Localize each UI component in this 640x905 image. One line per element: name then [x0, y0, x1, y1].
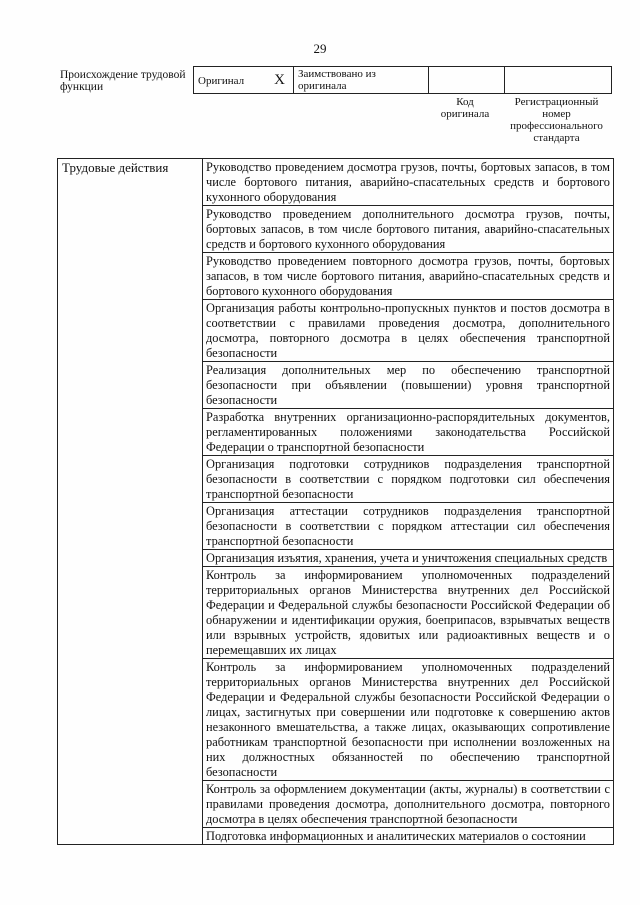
original-mark: X	[274, 71, 285, 88]
reg-number-cell	[505, 67, 612, 94]
original-label: Оригинал	[198, 74, 245, 87]
page-number: 29	[313, 41, 327, 56]
labor-actions-label: Трудовые действия	[58, 159, 203, 845]
action-item: Разработка внутренних организационно-распорядительных документов, регламентированных положениями законодательства Российской Федерации о транспортной безопасности	[203, 409, 614, 456]
action-item: Руководство проведением повторного досмотра грузов, почты, бортовых запасов, в том числе бортового питания, аварийно-спасательных средств и бортового кухонного оборудования	[203, 253, 614, 300]
labor-actions-table	[57, 158, 614, 845]
borrowed-cell: Заимствовано из оригинала	[294, 67, 429, 94]
original-cell	[194, 67, 294, 94]
action-item: Реализация дополнительных мер по обеспечению транспортной безопасности при объявлении (повышении) уровня транспортной безопасности	[203, 362, 614, 409]
code-cell	[429, 67, 505, 94]
action-item: Контроль за информированием уполномоченных подразделений территориальных органов Министерства внутренних дел Российской Федерации и Федеральной службы безопасности Российской Федерации о лицах, застигнутых при совершении или подготовке к совершению актов незаконного вмешательства, а также лицах, оказывающих сопротивление работникам транспортной безопасности при исполнении возложенных на них должностных обязанностей по обеспечению транспортной безопасности	[203, 659, 614, 781]
action-item: Руководство проведением досмотра грузов, почты, бортовых запасов, в том числе бортового питания, аварийно-спасательных средств и бортового кухонного оборудования	[203, 159, 614, 206]
action-item: Организация подготовки сотрудников подразделения транспортной безопасности в соответствии с порядком подготовки сил обеспечения транспортной безопасности	[203, 456, 614, 503]
reg-number-label: Регистрационный номер профессионального стандарта	[510, 96, 603, 144]
origin-table	[193, 66, 612, 94]
action-item: Организация работы контрольно-пропускных пунктов и постов досмотра в соответствии с правилами проведения досмотра, дополнительного досмотра, повторного досмотра в целях обеспечения транспортной безопасности	[203, 300, 614, 362]
code-label: Код оригинала	[440, 96, 490, 120]
action-item: Организация аттестации сотрудников подразделения транспортной безопасности в соответствии с порядком аттестации сил обеспечения транспортной безопасности	[203, 503, 614, 550]
origin-label: Происхождение трудовой функции	[60, 69, 186, 93]
action-item: Руководство проведением дополнительного досмотра грузов, почты, бортовых запасов, в том числе бортового питания, аварийно-спасательных средств и бортового кухонного оборудования	[203, 206, 614, 253]
action-item: Контроль за информированием уполномоченных подразделений территориальных органов Министерства внутренних дел Российской Федерации и Федеральной службы безопасности Российской Федерации об обнаружении и идентификации оружия, боеприпасов, взрывчатых веществ или взрывных устройств, ядовитых или радиоактивных веществ и о перемещавших их лицах	[203, 567, 614, 659]
action-item: Контроль за оформлением документации (акты, журналы) в соответствии с правилами проведения досмотра, дополнительного досмотра, повторного досмотра в целях обеспечения транспортной безопасности	[203, 781, 614, 828]
action-item: Подготовка информационных и аналитических материалов о состоянии	[203, 828, 614, 845]
action-item: Организация изъятия, хранения, учета и уничтожения специальных средств	[203, 550, 614, 567]
